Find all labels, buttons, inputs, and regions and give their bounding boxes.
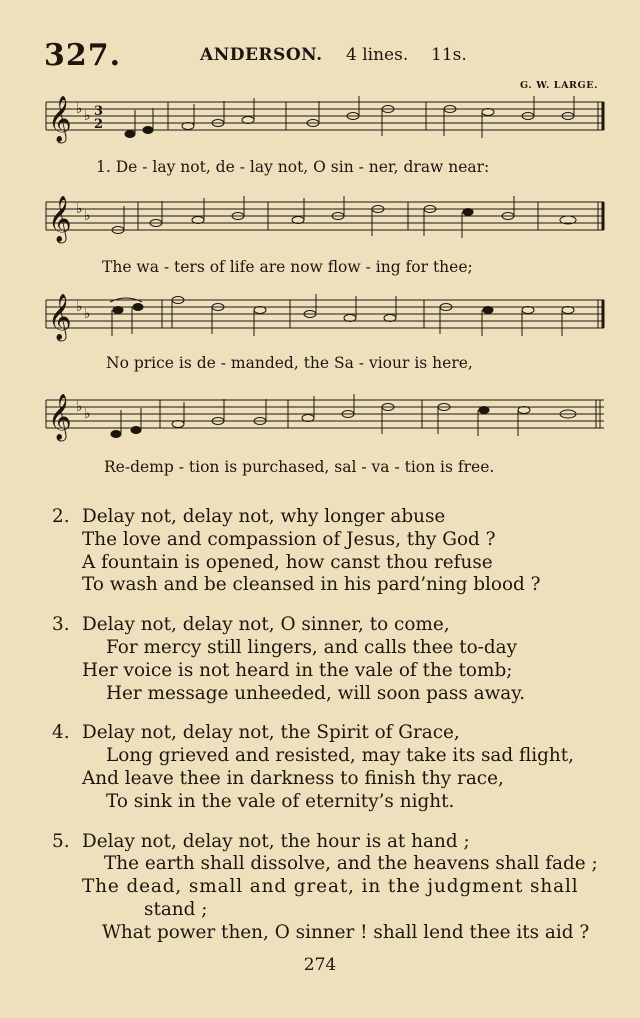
verse-line: Long grieved and resisted, may take its sad flight,	[106, 745, 575, 767]
verse-line: The earth shall dissolve, and the heavens shall fade ;	[104, 853, 598, 875]
staff-4	[38, 394, 610, 454]
meter: 11s.	[431, 45, 467, 65]
lyric-line-1: 1. De - lay not, de - lay not, O sin - ner, draw near:	[96, 158, 490, 176]
flat-icon: ♭	[76, 399, 83, 415]
verse-line	[52, 506, 612, 529]
verse-3	[52, 614, 612, 705]
verse-line	[52, 614, 612, 637]
lyric-line-3: No price is de - manded, the Sa - viour is here,	[106, 354, 473, 372]
staff-3	[38, 294, 610, 354]
verse-line: And leave thee in darkness to finish thy race,	[82, 767, 504, 789]
lyric-line-4: Re-demp - tion is purchased, sal - va - tion is free.	[104, 458, 495, 476]
verse-line: The dead, small and great, in the judgment shall	[82, 876, 579, 898]
verse-line: A fountain is opened, how canst thou refuse	[82, 551, 493, 573]
verses	[52, 506, 612, 962]
verse-text: Delay not, delay not, O sinner, to come,	[82, 614, 450, 636]
verse-line	[52, 831, 612, 854]
tune-name: ANDERSON.	[200, 45, 323, 65]
treble-clef-icon: 𝄞	[48, 196, 72, 242]
music-system-3	[38, 294, 610, 372]
verse-line: For mercy still lingers, and calls thee to-day	[106, 636, 518, 658]
music-system-1	[38, 96, 610, 176]
hymn-header	[44, 38, 604, 91]
verse-line: To wash and be cleansed in his pard’ning blood ?	[82, 574, 541, 596]
music-system-4	[38, 394, 610, 476]
time-signature: 2	[94, 117, 104, 132]
verse-line: Her message unheeded, will soon pass away.	[106, 682, 526, 704]
verse-2	[52, 506, 612, 597]
flat-icon: ♭	[84, 306, 91, 322]
line-count: 4 lines.	[346, 45, 409, 65]
verse-text: Delay not, delay not, why longer abuse	[82, 506, 446, 527]
lyric-line-2: The wa - ters of life are now flow - ing for thee;	[102, 258, 473, 276]
music-system-2	[38, 196, 610, 276]
verse-text: Delay not, delay not, the Spirit of Grace,	[82, 722, 460, 744]
page-number: 274	[303, 955, 337, 975]
verse-text: Delay not, delay not, the hour is at hand ;	[82, 830, 470, 852]
verse-line: The love and compassion of Jesus, thy God ?	[82, 528, 496, 550]
flat-icon: ♭	[84, 208, 91, 224]
verse-line: To sink in the vale of eternity’s night.	[106, 790, 455, 812]
flat-icon: ♭	[76, 201, 83, 217]
treble-clef-icon: 𝄞	[48, 96, 72, 142]
verse-number: 5.	[52, 830, 70, 852]
treble-clef-icon: 𝄞	[48, 294, 72, 340]
flat-icon: ♭	[84, 108, 91, 124]
verse-4	[52, 722, 612, 813]
verse-5	[52, 831, 612, 945]
verse-line: stand ;	[144, 898, 208, 920]
verse-line: What power then, O sinner ! shall lend thee its aid ?	[102, 921, 590, 943]
verse-line	[52, 722, 612, 745]
verse-line: Her voice is not heard in the vale of the tomb;	[82, 659, 513, 681]
flat-icon: ♭	[76, 101, 83, 117]
staff-2	[38, 196, 610, 256]
staff-1	[38, 96, 610, 156]
flat-icon: ♭	[84, 406, 91, 422]
time-signature: 3	[94, 104, 104, 119]
verse-number: 2.	[52, 506, 70, 527]
composer: G. W. LARGE.	[520, 80, 598, 91]
hymn-number: 327.	[44, 38, 122, 73]
flat-icon: ♭	[76, 299, 83, 315]
verse-number: 4.	[52, 722, 70, 744]
treble-clef-icon: 𝄞	[48, 394, 72, 440]
verse-number: 3.	[52, 614, 70, 636]
